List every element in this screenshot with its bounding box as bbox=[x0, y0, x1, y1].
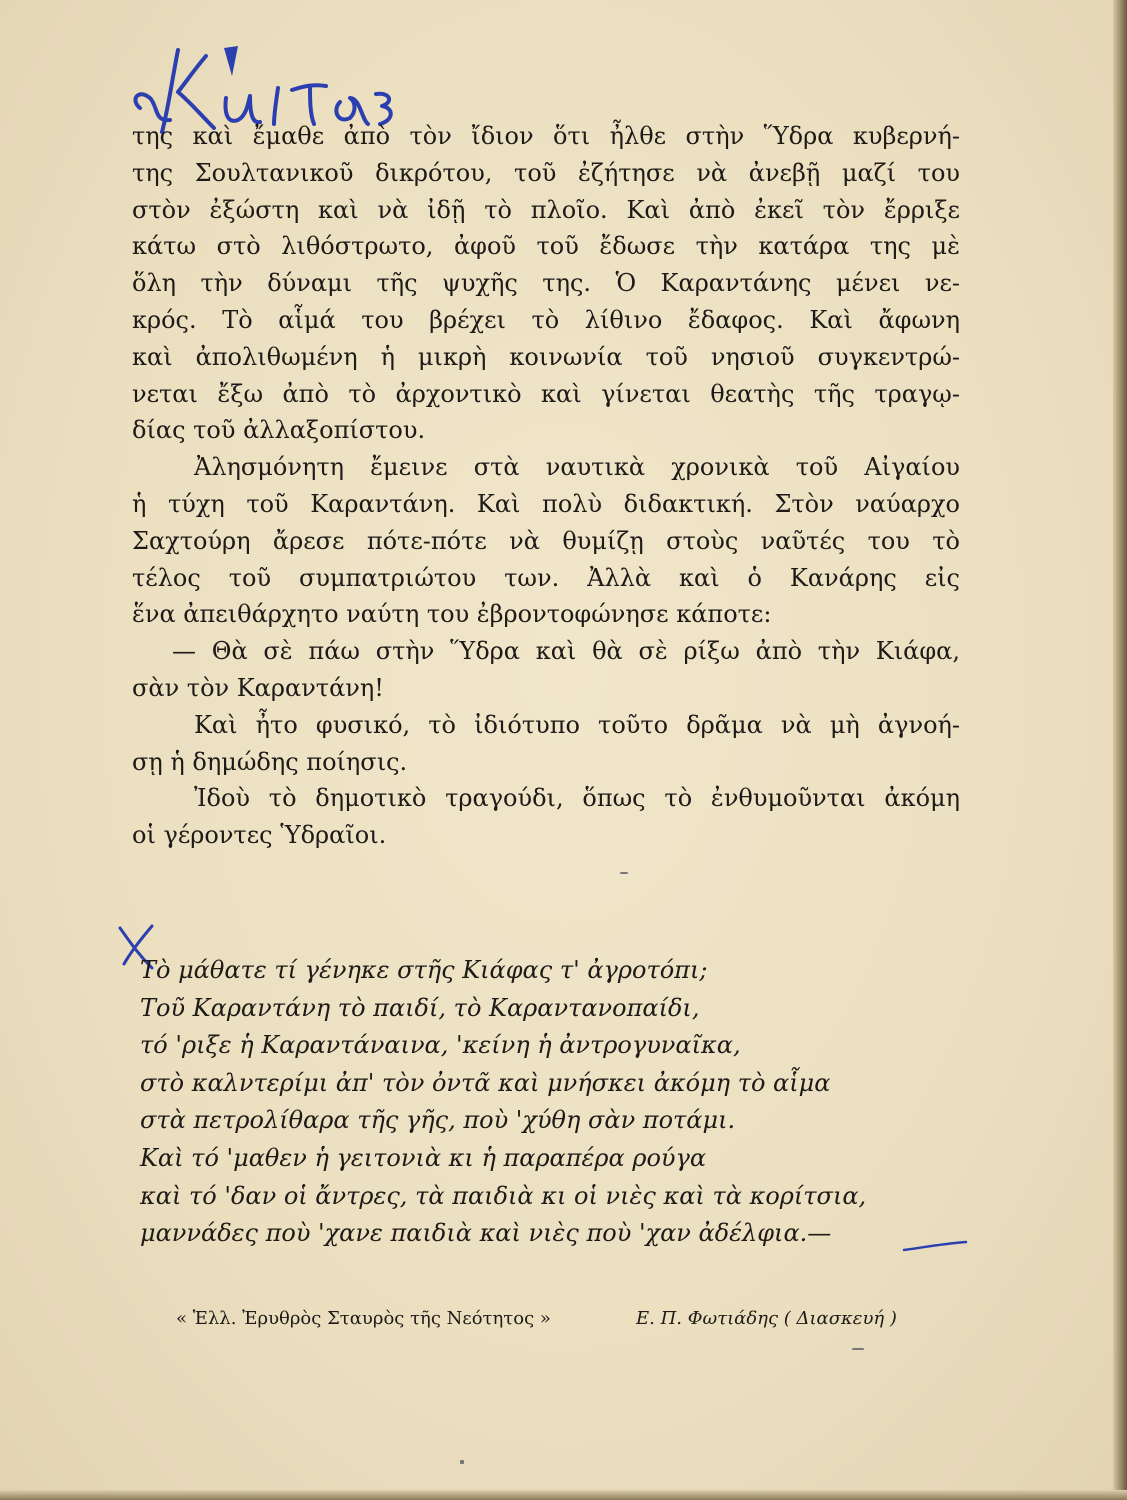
folk-song-poem bbox=[140, 952, 970, 1253]
poem-line: στὸ καλντερίμι ἀπ' τὸν ὀντᾶ καὶ μνήσκει ἀκόμη τὸ αἷμα bbox=[140, 1068, 831, 1097]
poem-line: στὰ πετρολίθαρα τῆς γῆς, ποὺ 'χύθη σὰν ποτάμι. bbox=[140, 1106, 736, 1135]
prose-line: — Θὰ σὲ πάω στὴν Ὕδρα καὶ θὰ σὲ ρίξω ἀπὸ τὴν Κιάφα, bbox=[172, 637, 960, 666]
prose-line: σῃ ἡ δημώδης ποίησις. bbox=[132, 747, 408, 776]
footer-source: « Ἑλλ. Ἐρυθρὸς Σταυρὸς τῆς Νεότητος » bbox=[176, 1308, 551, 1329]
poem-line: τό 'ριξε ἡ Καραντάναινα, 'κείνη ἡ ἀντρογυναῖκα, bbox=[140, 1031, 741, 1060]
prose-line: τέλος τοῦ συμπατριώτου των. Ἀλλὰ καὶ ὁ Κανάρης εἰς bbox=[132, 563, 960, 592]
prose-line: ὅλη τὴν δύναμι τῆς ψυχῆς της. Ὁ Καραντάνης μένει νε- bbox=[132, 269, 960, 298]
prose-line: νεται ἔξω ἀπὸ τὸ ἀρχοντικὸ καὶ γίνεται θεατὴς τῆς τραγῳ- bbox=[132, 379, 960, 408]
pen-stroke-mark bbox=[900, 1236, 970, 1256]
prose-line: της καὶ ἔμαθε ἀπὸ τὸν ἴδιον ὅτι ἦλθε στὴν Ὕδρα κυβερνή- bbox=[132, 122, 960, 150]
prose-line: καὶ ἀπολιθωμένη ἡ μικρὴ κοινωνία τοῦ νησιοῦ συγκεντρώ- bbox=[132, 342, 960, 371]
prose-line: ἡ τύχη τοῦ Καραντάνη. Καὶ πολὺ διδακτική. Στὸν ναύαρχο bbox=[132, 489, 960, 518]
page-edge-bottom bbox=[0, 1490, 1127, 1500]
poem-line: Τοῦ Καραντάνη τὸ παιδί, τὸ Καραντανοπαίδι, bbox=[140, 993, 700, 1022]
poem-line: Τὸ μάθατε τί γένηκε στῆς Κιάφας τ' ἀγροτόπι; bbox=[140, 956, 708, 984]
prose-line: σὰν τὸν Καραντάνη! bbox=[132, 673, 384, 702]
prose-line: Καὶ ἦτο φυσικό, τὸ ἰδιότυπο τοῦτο δρᾶμα νὰ μὴ ἀγνοή- bbox=[194, 710, 960, 739]
prose-line: της Σουλτανικοῦ δικρότου, τοῦ ἐζήτησε νὰ ἀνεβῇ μαζί του bbox=[132, 158, 960, 187]
prose-line: οἱ γέροντες Ὑδραῖοι. bbox=[132, 821, 387, 850]
poem-line: Καὶ τό 'μαθεν ἡ γειτονιὰ κι ἡ παραπέρα ρούγα bbox=[140, 1143, 707, 1172]
ink-speck bbox=[460, 1460, 464, 1464]
prose-line: Ἰδοὺ τὸ δημοτικὸ τραγούδι, ὅπως τὸ ἐνθυμοῦνται ἀκόμη bbox=[194, 784, 960, 813]
footer-author: Ε. Π. Φωτιάδης ( Διασκευή ) bbox=[636, 1308, 897, 1329]
page-edge-right bbox=[1113, 0, 1127, 1500]
poem-line: καὶ τό 'δαν οἱ ἄντρες, τὰ παιδιὰ κι οἱ νιὲς καὶ τὰ κορίτσια, bbox=[140, 1181, 867, 1210]
prose-line: στὸν ἐξώστη καὶ νὰ ἰδῇ τὸ πλοῖο. Καὶ ἀπὸ ἐκεῖ τὸν ἔρριξε bbox=[132, 195, 960, 224]
ink-speck bbox=[852, 1348, 864, 1350]
prose-line: ἕνα ἀπειθάρχητο ναύτη του ἐβροντοφώνησε κάποτε: bbox=[132, 600, 772, 629]
ink-speck bbox=[620, 872, 628, 874]
poem-line: μαννάδες ποὺ 'χανε παιδιὰ καὶ νιὲς ποὺ 'χαν ἀδέλφια.— bbox=[140, 1219, 832, 1248]
prose-text bbox=[132, 118, 960, 854]
prose-line: δίας τοῦ ἀλλαξοπίστου. bbox=[132, 416, 426, 445]
prose-line: κάτω στὸ λιθόστρωτο, ἀφοῦ τοῦ ἔδωσε τὴν κατάρα της μὲ bbox=[132, 232, 960, 261]
prose-line: Ἀλησμόνητη ἔμεινε στὰ ναυτικὰ χρονικὰ τοῦ Αἰγαίου bbox=[194, 453, 960, 482]
prose-line: κρός. Τὸ αἷμά του βρέχει τὸ λίθινο ἔδαφος. Καὶ ἄφωνη bbox=[132, 305, 960, 334]
prose-line: Σαχτούρη ἄρεσε πότε-πότε νὰ θυμίζῃ στοὺς ναῦτές του τὸ bbox=[132, 526, 960, 555]
